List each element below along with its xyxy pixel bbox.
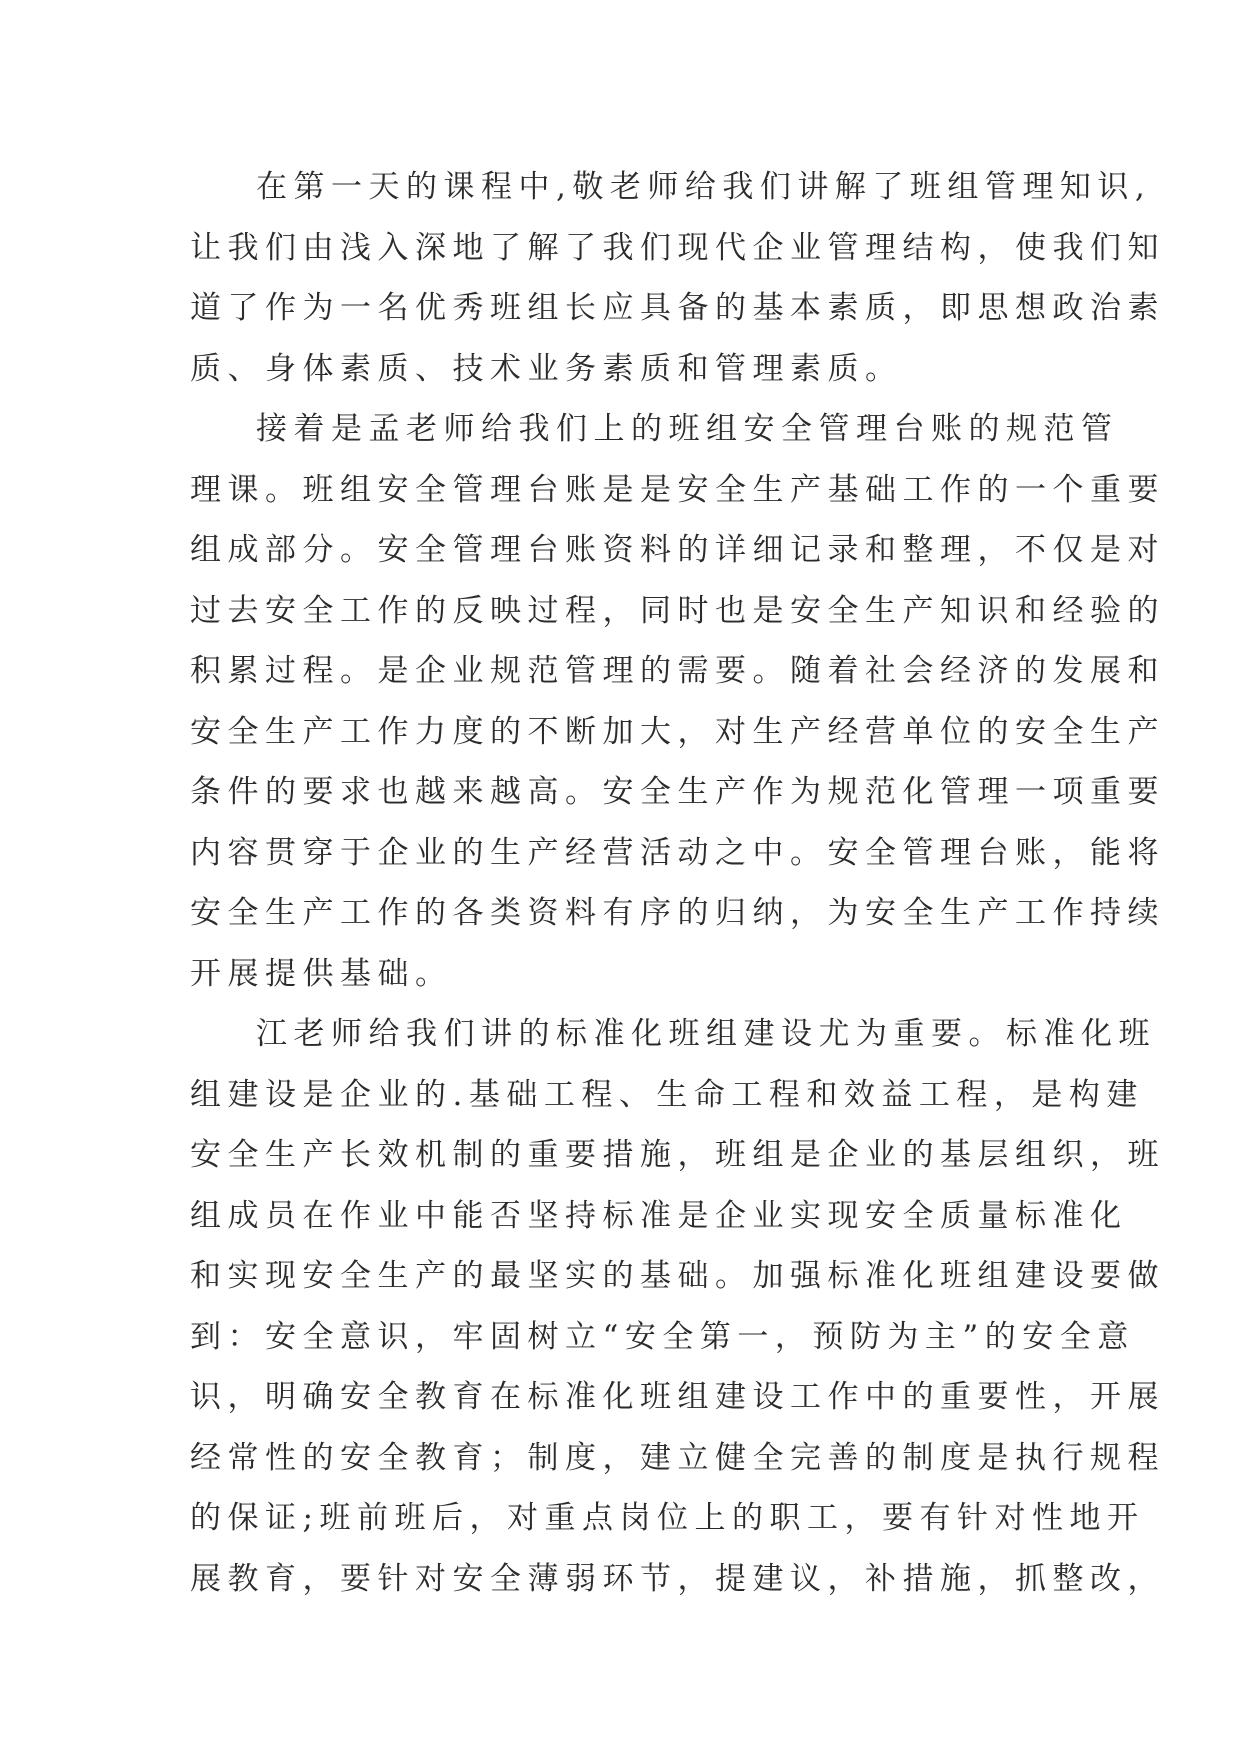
paragraph-line: 开展提供基础。 bbox=[190, 955, 453, 992]
paragraph-line: 的保证;班前班后，对重点岗位上的职工，要有针对性地开 bbox=[190, 1500, 1145, 1536]
paragraph-line: 组建设是企业的.基础工程、生命工程和效益工程，是构建 bbox=[190, 1076, 1144, 1113]
document-body bbox=[190, 157, 1165, 1609]
paragraph-line: 安全生产工作力度的不断加大，对生产经营单位的安全生产 bbox=[190, 713, 1165, 750]
paragraph-line: 内容贯穿于企业的生产经营活动之中。安全管理台账，能将 bbox=[190, 834, 1165, 871]
paragraph-line: 和实现安全生产的最坚实的基础。加强标准化班组建设要做 bbox=[190, 1258, 1165, 1294]
paragraph-line: 质、身体素质、技术业务素质和管理素质。 bbox=[190, 350, 903, 387]
paragraph-line: 组成部分。安全管理台账资料的详细记录和整理，不仅是对 bbox=[190, 532, 1165, 568]
paragraph-line: 组成员在作业中能否坚持标准是企业实现安全质量标准化 bbox=[190, 1197, 1128, 1234]
paragraph-line: 接着是孟老师给我们上的班组安全管理台账的规范管 bbox=[256, 411, 1119, 447]
paragraph-line: 识，明确安全教育在标准化班组建设工作中的重要性，开展 bbox=[190, 1379, 1165, 1415]
paragraph-line: 条件的要求也越来越高。安全生产作为规范化管理一项重要 bbox=[190, 774, 1165, 810]
paragraph-line: 到：安全意识，牢固树立“安全第一，预防为主”的安全意 bbox=[190, 1318, 1135, 1355]
paragraph-line: 在第一天的课程中,敬老师给我们讲解了班组管理知识, bbox=[256, 169, 1152, 205]
paragraph-line: 理课。班组安全管理台账是是安全生产基础工作的一个重要 bbox=[190, 471, 1165, 508]
paragraph-line: 过去安全工作的反映过程，同时也是安全生产知识和经验的 bbox=[190, 592, 1165, 629]
paragraph-1 bbox=[190, 157, 1165, 399]
paragraph-line: 安全生产长效机制的重要措施，班组是企业的基层组织，班 bbox=[190, 1137, 1165, 1173]
paragraph-line: 道了作为一名优秀班组长应具备的基本素质，即思想政治素 bbox=[190, 290, 1165, 326]
paragraph-3 bbox=[190, 1004, 1165, 1609]
paragraph-line: 展教育，要针对安全薄弱环节，提建议，补措施，抓整改， bbox=[190, 1560, 1165, 1597]
paragraph-line: 安全生产工作的各类资料有序的归纳，为安全生产工作持续 bbox=[190, 895, 1165, 931]
paragraph-line: 经常性的安全教育；制度，建立健全完善的制度是执行规程 bbox=[190, 1439, 1165, 1476]
paragraph-line: 江老师给我们讲的标准化班组建设尤为重要。标准化班 bbox=[256, 1016, 1156, 1052]
paragraph-line: 让我们由浅入深地了解了我们现代企业管理结构，使我们知 bbox=[190, 229, 1165, 266]
paragraph-2 bbox=[190, 399, 1165, 1004]
paragraph-line: 积累过程。是企业规范管理的需要。随着社会经济的发展和 bbox=[190, 653, 1165, 689]
